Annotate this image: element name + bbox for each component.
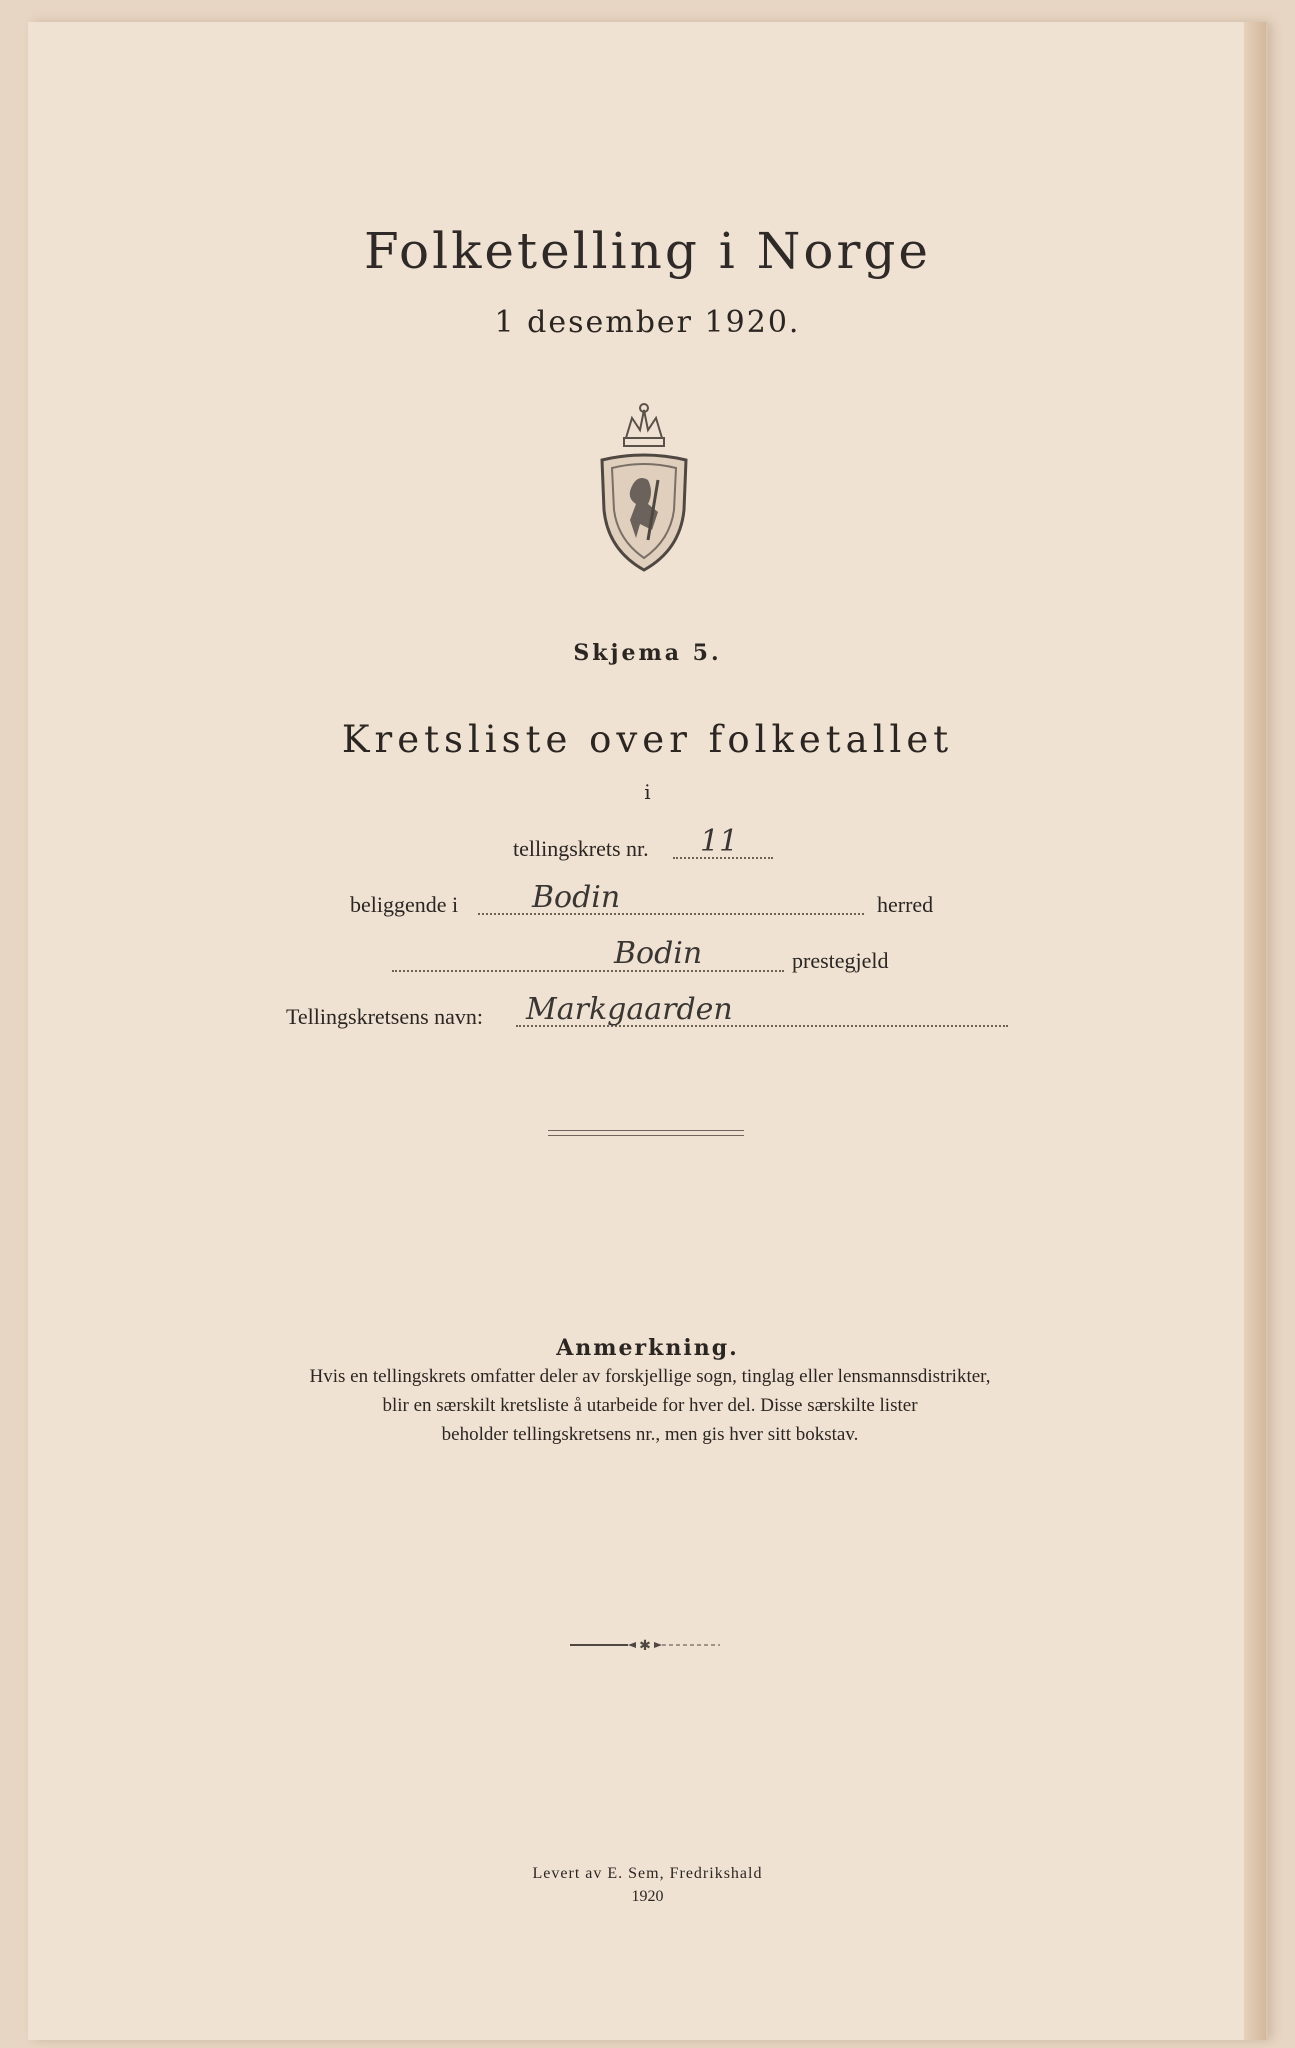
norwegian-coat-of-arms-icon bbox=[596, 400, 692, 575]
ornament-divider-icon bbox=[570, 1638, 720, 1652]
navn-value[interactable]: Markgaarden bbox=[526, 992, 733, 1027]
prestegjeld-label: prestegjeld bbox=[792, 948, 889, 973]
herred-label: herred bbox=[877, 892, 934, 917]
prestegjeld-dots bbox=[392, 970, 784, 972]
beliggende-label: beliggende i bbox=[350, 892, 459, 917]
tellingskrets-label: tellingskrets nr. bbox=[513, 836, 649, 861]
printer-year: 1920 bbox=[631, 1888, 664, 1905]
tellingskrets-value[interactable]: 11 bbox=[700, 824, 739, 859]
section-divider bbox=[548, 1130, 744, 1136]
note-line-3: beholder tellingskretsens nr., men gis hver sitt bokstav. bbox=[441, 1424, 859, 1445]
census-date: 1 desember 1920. bbox=[494, 305, 801, 340]
printer-credit: Levert av E. Sem, Fredrikshald bbox=[532, 1865, 763, 1882]
herred-value[interactable]: Bodin bbox=[532, 880, 621, 915]
note-heading: Anmerkning. bbox=[556, 1335, 739, 1361]
note-line-2: blir en særskilt kretsliste å utarbeide for hver del. Disse særskilte lister bbox=[382, 1395, 918, 1416]
connector-word: i bbox=[644, 780, 651, 804]
note-line-1: Hvis en tellingskrets omfatter deler av forskjellige sogn, tinglag eller lensmannsdistrikter, bbox=[309, 1366, 991, 1387]
page-title: Folketelling i Norge bbox=[364, 222, 931, 280]
schema-number: Skjema 5. bbox=[573, 640, 722, 666]
svg-text:✱: ✱ bbox=[639, 1638, 651, 1652]
form-subtitle: Kretsliste over folketallet bbox=[341, 718, 954, 761]
navn-label: Tellingskretsens navn: bbox=[286, 1004, 484, 1029]
prestegjeld-value[interactable]: Bodin bbox=[614, 936, 703, 971]
